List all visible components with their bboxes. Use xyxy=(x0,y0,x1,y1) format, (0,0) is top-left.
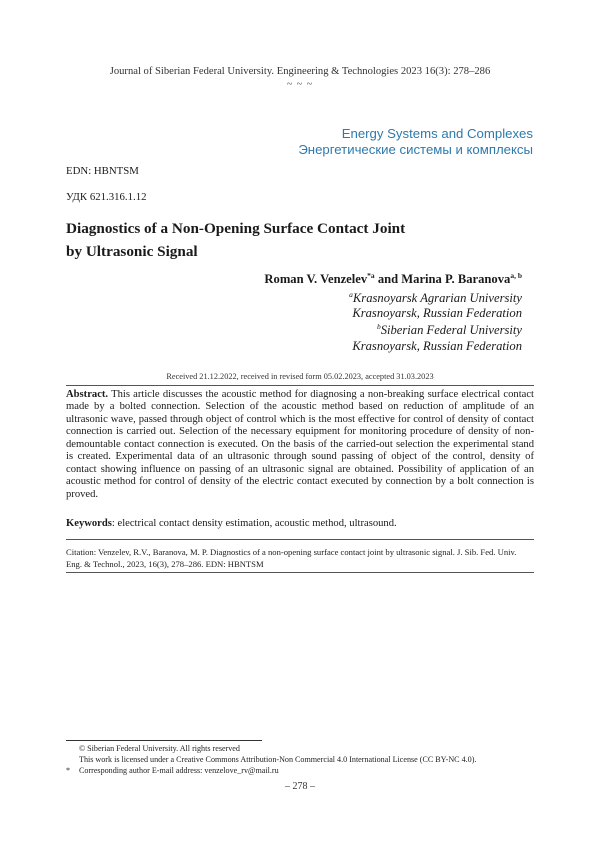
affiliation-a-mark: a xyxy=(349,290,353,299)
edn-code: EDN: HBNTSM xyxy=(66,165,139,177)
author-1: Roman V. Venzelev xyxy=(264,272,368,287)
section-title-en: Energy Systems and Complexes xyxy=(341,126,533,141)
footnote-rule xyxy=(66,740,262,741)
header-tilde-separator: ~ ~ ~ xyxy=(286,79,314,90)
citation-top-rule xyxy=(66,539,534,540)
abstract-label: Abstract. xyxy=(66,389,109,400)
affiliation-a-city: Krasnoyarsk, Russian Federation xyxy=(352,306,522,320)
footnote-corresponding xyxy=(66,766,536,776)
authors-line xyxy=(264,271,522,287)
affiliation-a-name-text: Krasnoyarsk Agrarian University xyxy=(352,291,522,306)
journal-header: Journal of Siberian Federal University. Engineering & Technologies 2023 16(3): 278–286 xyxy=(109,66,491,77)
affiliation-b-mark: b xyxy=(376,322,381,331)
footnote-star: * xyxy=(66,766,71,775)
footnote-copyright xyxy=(66,744,536,754)
abstract-top-rule xyxy=(66,385,534,386)
keywords-text: : electrical contact density estimation, acoustic method, ultrasound. xyxy=(111,518,397,529)
footnote-corresponding-text: Corresponding author E-mail address: venzelove_rv@mail.ru xyxy=(79,766,279,775)
page-number: – 278 – xyxy=(285,781,315,792)
keywords xyxy=(66,518,534,529)
article-title-line-1: Diagnostics of a Non-Opening Surface Contact Joint xyxy=(66,220,406,237)
article-title xyxy=(66,217,536,263)
affiliation-b-name xyxy=(377,322,522,338)
affiliation-b-name-text: Siberian Federal University xyxy=(380,323,522,338)
author-2: Marina P. Baranova xyxy=(401,272,511,287)
abstract-text: This article discusses the acoustic method for diagnosing a non-breaking surface electrical contact made by a bolted connection. Selection of the acoustic method based on reduction of amplitude of an ultrasonic wave, passed through object of control which is the most effective for control of density of contact connection is carried out. Selection of the necessary equipment for monitoring procedure of density of non-demountable contact connection is executed. On the basis of the carried-out selection the experimental stand is created. Experimental data of an ultrasonic through sound passing of object of the control, density of contact showing influence on passing of an ultrasonic signal are obtained. Possibility of application of an acoustic method for control of density of the electric contact executed by connection by a bolt connection is proved. xyxy=(66,389,534,500)
footnote-copyright-text: © Siberian Federal University. All rights reserved xyxy=(79,744,240,753)
authors-conjunction: and xyxy=(374,272,402,287)
abstract xyxy=(66,389,534,501)
affiliation-b-city: Krasnoyarsk, Russian Federation xyxy=(352,339,522,353)
keywords-label: Keywords xyxy=(66,518,112,529)
footnote-license-text: This work is licensed under a Creative Commons Attribution-Non Commercial 4.0 International License (CC BY-NC 4.0). xyxy=(79,755,477,764)
affiliation-a-name xyxy=(349,290,522,306)
citation: Citation: Venzelev, R.V., Baranova, M. P. Diagnostics of a non-opening surface contact joint by ultrasonic signal. J. Sib. Fed. Univ. Eng. & Technol., 2023, 16(3), 278–286. EDN: HBNTSM xyxy=(66,547,517,569)
section-title-ru: Энергетические системы и комплексы xyxy=(298,142,533,157)
author-1-affiliation-mark: *a xyxy=(367,271,375,280)
article-title-line-2: by Ultrasonic Signal xyxy=(66,243,198,260)
received-dates: Received 21.12.2022, received in revised form 05.02.2023, accepted 31.03.2023 xyxy=(166,372,434,381)
udk-code: УДК 621.316.1.12 xyxy=(66,191,147,203)
citation-bottom-rule xyxy=(66,572,534,573)
footnote-license xyxy=(66,755,536,765)
author-2-affiliation-mark: a, b xyxy=(510,271,522,280)
